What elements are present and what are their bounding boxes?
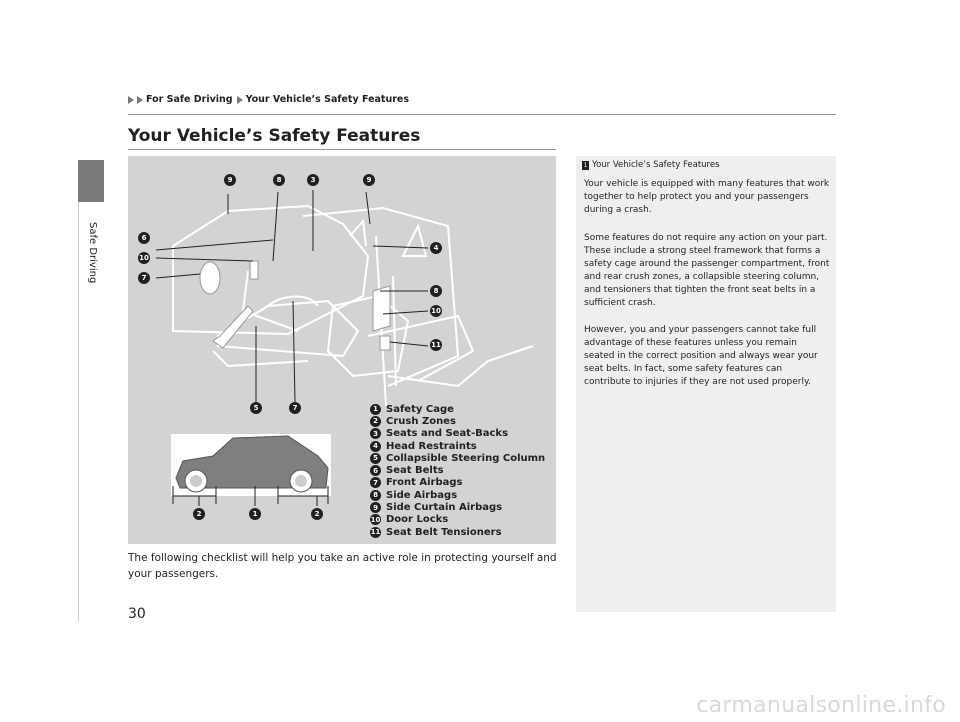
legend-number: 4 bbox=[370, 441, 381, 452]
callout-marker: 7 bbox=[138, 272, 150, 284]
legend-number: 7 bbox=[370, 477, 381, 488]
legend-label: Side Curtain Airbags bbox=[386, 502, 503, 514]
page-title: Your Vehicle’s Safety Features bbox=[128, 126, 421, 146]
legend-label: Safety Cage bbox=[386, 403, 454, 415]
legend-item bbox=[370, 477, 545, 489]
legend-item bbox=[370, 415, 545, 427]
breadcrumb-item-safety-features[interactable]: Your Vehicle’s Safety Features bbox=[245, 94, 410, 105]
note-paragraph: Some features do not require any action on your part. These include a strong steel framework that forms a safety cage around the passenger compartment, front and rear crush zones, a collapsible steering column, and tensioners that tighten the front seat belts in a sufficient crash. bbox=[584, 233, 830, 308]
legend-label: Seats and Seat-Backs bbox=[386, 428, 509, 440]
legend-label: Crush Zones bbox=[386, 415, 456, 427]
legend-label: Collapsible Steering Column bbox=[386, 452, 546, 464]
legend-number: 6 bbox=[370, 465, 381, 476]
legend-item bbox=[370, 514, 545, 526]
note-paragraph: Your vehicle is equipped with many features that work together to help protect you and your passengers during a crash. bbox=[584, 179, 830, 215]
callout-marker: 2 bbox=[311, 508, 323, 520]
note-paragraph: However, you and your passengers cannot take full advantage of these features unless you remain seated in the correct position and always wear your seat belts. In fact, some safety features can contribute to injuries if they are not used properly. bbox=[584, 325, 818, 387]
legend-label: Seat Belt Tensioners bbox=[386, 526, 502, 538]
note-reference-icon: 1 bbox=[583, 161, 588, 169]
callout-marker: 10 bbox=[139, 254, 149, 262]
callout-marker: 9 bbox=[224, 174, 236, 186]
callout-marker: 10 bbox=[431, 307, 441, 315]
safety-features-illustration bbox=[128, 156, 556, 544]
legend-item bbox=[370, 403, 545, 415]
callout-marker: 5 bbox=[250, 402, 262, 414]
legend-item bbox=[370, 489, 545, 501]
callout-marker: 8 bbox=[273, 174, 285, 186]
section-tab-marker bbox=[78, 160, 104, 202]
callout-marker: 11 bbox=[431, 341, 441, 349]
legend-item bbox=[370, 526, 545, 538]
watermark-text: carmanualsonline.info bbox=[696, 693, 946, 718]
callout-marker: 4 bbox=[430, 242, 442, 254]
legend-number: 9 bbox=[370, 502, 381, 513]
breadcrumb-arrow-icon bbox=[137, 96, 143, 104]
legend-label: Side Airbags bbox=[386, 489, 458, 501]
legend-item bbox=[370, 452, 545, 464]
legend-item bbox=[370, 428, 545, 440]
legend-number: 10 bbox=[370, 515, 381, 524]
legend-label: Door Locks bbox=[386, 514, 449, 526]
callout-marker: 7 bbox=[289, 402, 301, 414]
legend-number: 3 bbox=[370, 428, 381, 439]
callout-marker: 9 bbox=[363, 174, 375, 186]
legend-number: 1 bbox=[370, 404, 381, 415]
header-rule bbox=[128, 114, 836, 115]
legend-label: Front Airbags bbox=[386, 477, 463, 489]
breadcrumb-arrow-icon bbox=[237, 96, 243, 104]
note-title bbox=[582, 160, 720, 170]
legend-label: Seat Belts bbox=[386, 465, 444, 477]
legend-number: 11 bbox=[370, 528, 381, 537]
legend-item bbox=[370, 501, 545, 513]
callout-marker: 8 bbox=[430, 285, 442, 297]
legend-label: Head Restraints bbox=[386, 440, 477, 452]
legend-item bbox=[370, 440, 545, 452]
page-number: 30 bbox=[128, 606, 146, 622]
title-rule bbox=[128, 149, 556, 150]
breadcrumb-arrow-icon bbox=[128, 96, 134, 104]
sidebar-note bbox=[576, 156, 836, 612]
section-label: Safe Driving bbox=[87, 222, 98, 284]
section-divider bbox=[78, 202, 79, 622]
callout-marker: 1 bbox=[249, 508, 261, 520]
legend-number: 8 bbox=[370, 490, 381, 501]
note-title-text: Your Vehicle’s Safety Features bbox=[592, 160, 720, 170]
checklist-intro-text: The following checklist will help you take an active role in protecting yourself and your passengers. bbox=[128, 552, 557, 580]
breadcrumb-item-for-safe-driving[interactable]: For Safe Driving bbox=[146, 94, 233, 105]
legend-item bbox=[370, 464, 545, 476]
feature-legend bbox=[370, 403, 545, 538]
legend-number: 5 bbox=[370, 453, 381, 464]
callout-marker: 3 bbox=[307, 174, 319, 186]
callout-marker: 2 bbox=[193, 508, 205, 520]
callout-marker: 6 bbox=[138, 232, 150, 244]
legend-number: 2 bbox=[370, 416, 381, 427]
breadcrumb bbox=[128, 94, 409, 105]
